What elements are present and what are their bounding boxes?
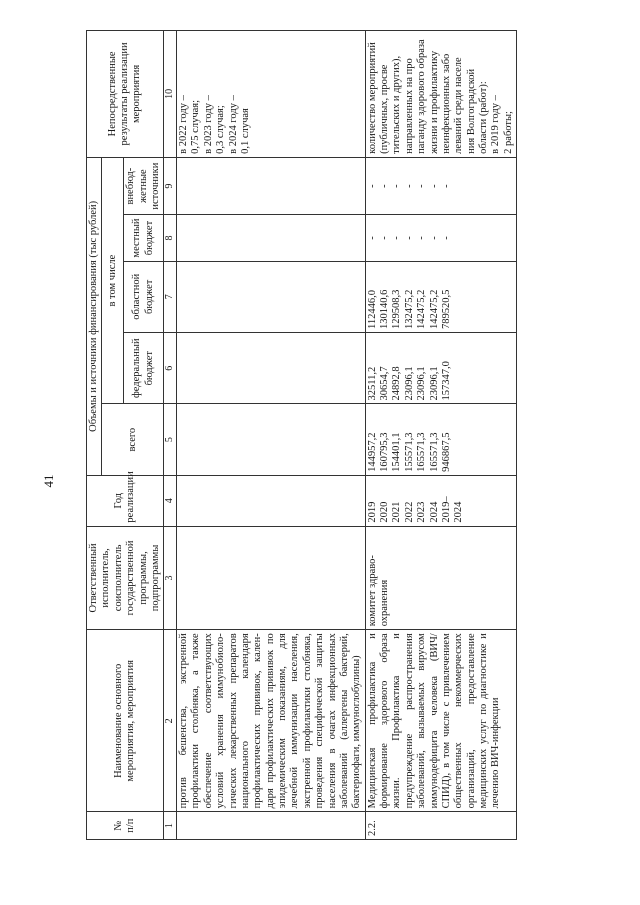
regional-value: 132475,2 [403, 289, 415, 329]
result-line: паганду здорового образа [416, 39, 428, 154]
federal-value: 157347,0 [440, 361, 452, 401]
local-value: - [391, 236, 403, 240]
extra-cell [365, 157, 517, 215]
extra-value: - [403, 184, 415, 188]
index-cell: 9 [164, 157, 177, 215]
regional-cell [365, 261, 517, 332]
header-regional: областной бюджет [124, 261, 164, 332]
header-no: № п/п [87, 812, 164, 840]
year-value: 2024 [428, 501, 440, 523]
index-cell: 1 [164, 812, 177, 840]
result-line: (публичных, просве [379, 64, 391, 154]
header-executor: Ответственный исполнитель, соисполнитель государственной программы, подпрограммы [87, 526, 164, 630]
activity-name: Медицинская профилактика и формирование здорового образа жизни. Профилактика и предупреждение распространения заболеваний, вызываемых вирусом иммунодефицита человека (ВИЧ/СПИД), в том числе с привлечением общественных некоммерческих организаций, предоставление медицинских услуг по диагностике и лечению ВИЧ-инфекции [365, 630, 517, 812]
local-value: - [416, 236, 428, 240]
regional-value: 112446,0 [366, 290, 378, 329]
local-cell [177, 215, 366, 261]
extra-value: - [391, 184, 403, 188]
regional-value: 789520,5 [440, 289, 452, 329]
index-cell: 5 [164, 404, 177, 475]
regional-cell [177, 261, 366, 332]
total-value: 154401,1 [391, 432, 403, 472]
extra-value: - [440, 184, 452, 188]
total-value: 165571,3 [416, 432, 428, 472]
header-federal: федеральный бюджет [124, 333, 164, 404]
table-row [177, 31, 366, 840]
result-line: тительских и других), [391, 55, 403, 154]
total-value: 946867,5 [440, 432, 452, 472]
index-cell: 2 [164, 630, 177, 812]
index-cell: 7 [164, 261, 177, 332]
local-value: - [379, 236, 391, 240]
year-value: 2019 [366, 501, 378, 523]
header-including: в том числе [102, 157, 124, 404]
federal-value: 23096,1 [403, 366, 415, 401]
result-cell [177, 31, 366, 158]
federal-value: 30654,7 [379, 366, 391, 401]
header-name: Наименование основного мероприятия, мероприятия [87, 630, 164, 812]
row-number [177, 812, 366, 840]
federal-value: 32511,2 [366, 366, 378, 401]
page-number: 41 [41, 474, 56, 488]
total-cell [177, 404, 366, 475]
extra-cell [177, 157, 366, 215]
local-value: - [440, 236, 452, 240]
local-cell [365, 215, 517, 261]
local-value: - [366, 236, 378, 240]
result-line: в 2022 году – [178, 95, 190, 154]
total-value: 155571,3 [403, 432, 415, 472]
regional-value: 129508,3 [391, 289, 403, 329]
result-cell [365, 31, 517, 158]
result-line: количество мероприятий [366, 42, 378, 154]
result-line: в 2019 году – [490, 95, 502, 154]
header-extra: внебюджетные источники [124, 157, 164, 215]
result-line: в 2023 году – [202, 95, 214, 154]
header-financing: Объемы и источники финансирования (тыс рублей) [87, 157, 102, 475]
rotated-table-sheet [86, 30, 616, 840]
index-cell: 10 [164, 31, 177, 158]
result-line: жизни и профилактику [428, 50, 440, 154]
executor-cell [177, 526, 366, 630]
regional-value: 142475,2 [428, 289, 440, 329]
result-line: в 2024 году – [227, 95, 239, 154]
extra-value: - [416, 184, 428, 188]
index-cell: 8 [164, 215, 177, 261]
result-line: области (работ): [478, 81, 490, 154]
result-line: 0,75 случая; [190, 99, 202, 154]
year-cell [365, 475, 517, 526]
regional-value: 130140,6 [379, 289, 391, 329]
federal-cell [365, 333, 517, 404]
federal-value: 24892,8 [391, 366, 403, 401]
total-value: 160795,3 [379, 432, 391, 472]
executor-cell: комитет здравоохранения [365, 526, 517, 630]
program-activities-table [86, 30, 517, 840]
federal-cell [177, 333, 366, 404]
regional-value: 142475,2 [416, 289, 428, 329]
total-value: 144957,2 [366, 432, 378, 472]
index-cell: 6 [164, 333, 177, 404]
year-value: 2021 [391, 501, 403, 523]
index-cell: 3 [164, 526, 177, 630]
header-total: всего [102, 404, 164, 475]
year-cell [177, 475, 366, 526]
result-line: неинфекционных забо [440, 53, 452, 154]
total-value: 165571,3 [428, 432, 440, 472]
activity-name: против бешенства, экстренной профилактики столбняка, а также обеспечение соответствующих условий хранения иммунобиологических лекарственных препаратов национального календаря профилактических прививок, календаря профилактических прививок по эпидемическим показаниям, для лечебной иммунизации населения, экстренной профилактики столбняка, проведения специфической защиты населения в очагах инфекционных заболеваний (аллергены бактерий, бактериофаги, иммуноглобулины) [177, 630, 366, 812]
column-index-row [164, 31, 177, 840]
extra-value: - [366, 184, 378, 188]
header-local: местный бюджет [124, 215, 164, 261]
local-value: - [403, 236, 415, 240]
total-cell [365, 404, 517, 475]
extra-value: - [379, 184, 391, 188]
result-line: направленных на про [403, 58, 415, 154]
index-cell: 4 [164, 475, 177, 526]
federal-value: 23096,1 [416, 366, 428, 401]
row-number: 2.2. [365, 812, 517, 840]
result-line: 0,1 случая [239, 108, 251, 154]
header-result: Непосредственные результаты реализации мероприятия [87, 31, 164, 158]
result-line: леваний среди населе [453, 57, 465, 154]
result-line: 2 работы; [502, 111, 514, 154]
year-value: 2019–2024 [440, 496, 465, 523]
result-line: 0,3 случая; [215, 105, 227, 154]
federal-value: 23096,1 [428, 366, 440, 401]
local-value: - [428, 236, 440, 240]
extra-value: - [428, 184, 440, 188]
year-value: 2022 [403, 501, 415, 523]
result-line: ния Волгоградской [465, 68, 477, 154]
table-row [365, 31, 517, 840]
header-year: Год реализации [87, 475, 164, 526]
year-value: 2020 [379, 501, 391, 523]
year-value: 2023 [416, 501, 428, 523]
